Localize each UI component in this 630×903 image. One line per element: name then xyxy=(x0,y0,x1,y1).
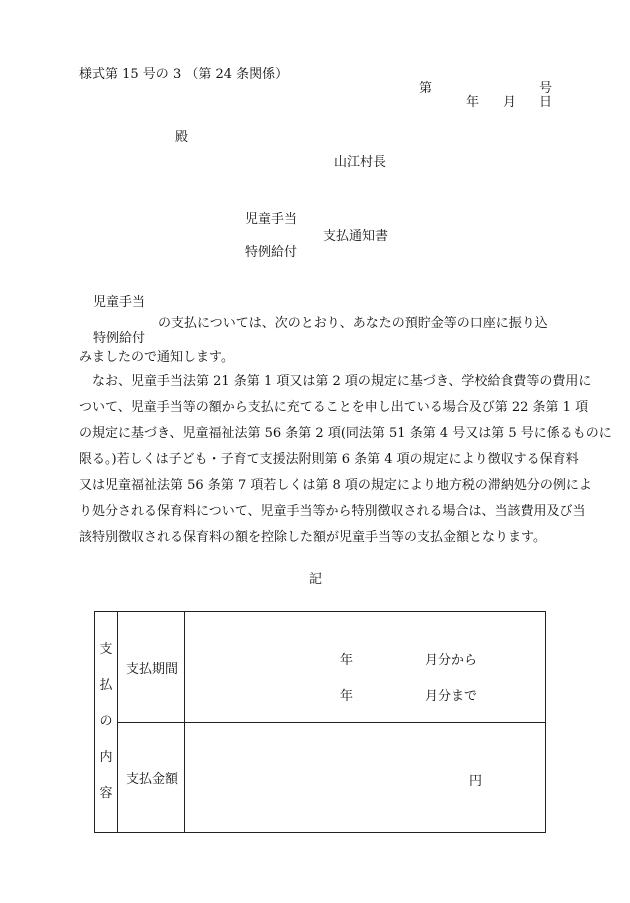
title-option-special-benefit: 特例給付 xyxy=(245,245,298,260)
issuer-name: 山江村長 xyxy=(334,155,387,170)
date-day: 日 xyxy=(539,95,553,110)
side-char: 払 xyxy=(99,678,113,693)
intro-line-2: みましたので通知します。 xyxy=(79,350,234,365)
note-paragraph xyxy=(79,369,612,551)
note-line: ついて、児童手当等の額から支払に充てることを申し出ている場合及び第 22 条第 1 項 xyxy=(79,400,589,415)
addressee-suffix: 殿 xyxy=(175,130,189,145)
ki-heading: 記 xyxy=(309,572,323,587)
payment-details-table xyxy=(94,611,546,833)
payment-amount-label: 支払金額 xyxy=(118,723,185,833)
side-char: の xyxy=(99,714,113,729)
doc-number-suffix: 号 xyxy=(539,81,553,96)
table-side-label xyxy=(95,612,118,833)
payment-amount-value xyxy=(185,723,546,833)
period-to-month: 月分まで xyxy=(425,689,478,704)
side-char: 内 xyxy=(99,750,113,765)
intro-line-1: の支払については、次のとおり、あなたの預貯金等の口座に振り込 xyxy=(158,316,548,331)
date-month: 月 xyxy=(503,95,517,110)
title-option-child-allowance: 児童手当 xyxy=(245,212,298,227)
side-char: 容 xyxy=(99,786,113,801)
note-line: なお、児童手当法第 21 条第 1 項又は第 2 項の規定に基づき、学校給食費等の費用に xyxy=(92,374,592,389)
period-from-year: 年 xyxy=(340,653,354,668)
amount-unit: 円 xyxy=(469,774,483,789)
intro-option-special-benefit: 特例給付 xyxy=(93,331,146,346)
note-line: 限る。)若しくは子ども・子育て支援法附則第 6 条第 4 項の規定により徴収する保育料 xyxy=(79,452,579,467)
form-number: 様式第 15 号の 3 （第 24 条関係） xyxy=(79,67,289,82)
note-line: 又は児童福祉法第 56 条第 7 項若しくは第 8 項の規定により地方税の滞納処分の例によ xyxy=(79,478,592,493)
payment-period-label: 支払期間 xyxy=(118,612,185,723)
note-line: り処分される保育料について、児童手当等から特別徴収される場合は、当該費用及び当 xyxy=(79,504,586,519)
intro-option-child-allowance: 児童手当 xyxy=(93,295,146,310)
period-from-month: 月分から xyxy=(425,653,478,668)
side-char: 支 xyxy=(99,642,113,657)
note-line: の規定に基づき、児童福祉法第 56 条第 2 項(同法第 51 条第 4 号又は第 5 号に係るものに xyxy=(79,426,612,441)
period-to-year: 年 xyxy=(340,689,354,704)
date-year: 年 xyxy=(466,95,480,110)
document-title: 支払通知書 xyxy=(323,229,389,244)
payment-period-value xyxy=(185,612,546,723)
note-line: 該特別徴収される保育料の額を控除した額が児童手当等の支払金額となります。 xyxy=(79,530,546,545)
doc-number-prefix: 第 xyxy=(419,81,433,96)
